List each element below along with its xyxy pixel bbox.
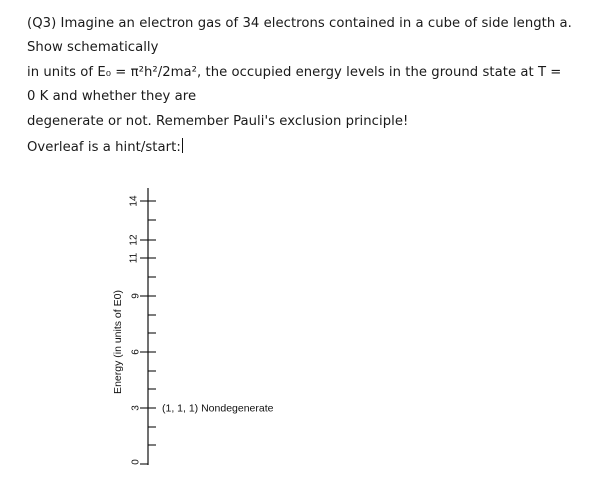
question-line-1: (Q3) Imagine an electron gas of 34 electrons contained in a cube of side length a.	[27, 16, 572, 31]
question-line-2: Show schematically	[27, 40, 159, 55]
tick-label-9: 9	[130, 293, 142, 299]
tick-label-0: 0	[130, 459, 142, 465]
question-line-3: in units of E₀ = π²h²/2ma², the occupied energy levels in the ground state at T =	[27, 65, 562, 80]
tick-label-14: 14	[128, 195, 140, 207]
question-line-5: degenerate or not. Remember Pauli's exclusion principle!	[27, 114, 409, 129]
tick-label-11: 11	[128, 252, 140, 264]
tick-label-12: 12	[128, 234, 140, 246]
question-line-4: 0 K and whether they are	[27, 89, 197, 104]
question-line-6: Overleaf is a hint/start:	[27, 140, 181, 155]
tick-label-3: 3	[130, 405, 142, 411]
tick-label-6: 6	[130, 349, 142, 355]
energy-axis-label: Energy (in units of E0)	[112, 290, 124, 394]
ground-state-annotation: (1, 1, 1) Nondegenerate	[162, 402, 274, 415]
